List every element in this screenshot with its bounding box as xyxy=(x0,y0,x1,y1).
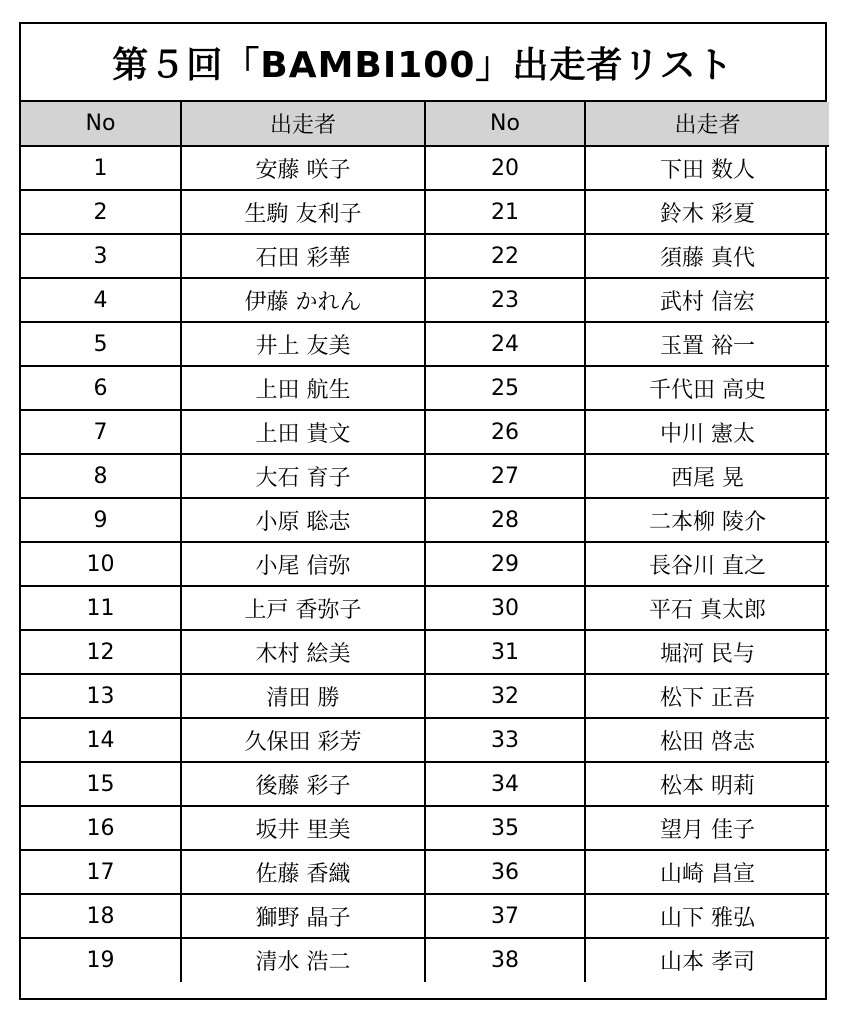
row-no-left: 3 xyxy=(21,234,181,278)
row-runner-right: 堀河 民与 xyxy=(585,630,829,674)
header-no-right: No xyxy=(425,102,585,146)
row-no-left: 12 xyxy=(21,630,181,674)
row-runner-left: 石田 彩華 xyxy=(181,234,425,278)
row-no-left: 13 xyxy=(21,674,181,718)
row-runner-left: 大石 育子 xyxy=(181,454,425,498)
row-runner-right: 松下 正吾 xyxy=(585,674,829,718)
row-no-right: 26 xyxy=(425,410,585,454)
table-row xyxy=(21,542,829,586)
table-row xyxy=(21,410,829,454)
row-runner-left: 井上 友美 xyxy=(181,322,425,366)
row-runner-left: 上田 航生 xyxy=(181,366,425,410)
row-no-right: 34 xyxy=(425,762,585,806)
table-row xyxy=(21,498,829,542)
row-runner-right: 中川 憲太 xyxy=(585,410,829,454)
row-no-right: 35 xyxy=(425,806,585,850)
row-runner-left: 後藤 彩子 xyxy=(181,762,425,806)
row-no-left: 14 xyxy=(21,718,181,762)
row-runner-right: 山崎 昌宣 xyxy=(585,850,829,894)
row-runner-right: 西尾 晃 xyxy=(585,454,829,498)
row-runner-left: 上田 貴文 xyxy=(181,410,425,454)
row-no-left: 11 xyxy=(21,586,181,630)
row-no-left: 8 xyxy=(21,454,181,498)
table-row xyxy=(21,234,829,278)
row-no-left: 18 xyxy=(21,894,181,938)
row-no-right: 20 xyxy=(425,146,585,190)
row-runner-right: 玉置 裕一 xyxy=(585,322,829,366)
row-runner-left: 生駒 友利子 xyxy=(181,190,425,234)
row-runner-right: 下田 数人 xyxy=(585,146,829,190)
table-row xyxy=(21,762,829,806)
row-no-left: 7 xyxy=(21,410,181,454)
table-row xyxy=(21,674,829,718)
row-runner-left: 獅野 晶子 xyxy=(181,894,425,938)
row-runner-left: 久保田 彩芳 xyxy=(181,718,425,762)
row-runner-left: 上戸 香弥子 xyxy=(181,586,425,630)
row-no-left: 10 xyxy=(21,542,181,586)
row-runner-left: 清田 勝 xyxy=(181,674,425,718)
row-no-right: 25 xyxy=(425,366,585,410)
table-row xyxy=(21,454,829,498)
row-no-left: 17 xyxy=(21,850,181,894)
row-no-left: 4 xyxy=(21,278,181,322)
table-row xyxy=(21,718,829,762)
table-row xyxy=(21,850,829,894)
row-runner-left: 伊藤 かれん xyxy=(181,278,425,322)
row-no-right: 22 xyxy=(425,234,585,278)
row-no-left: 6 xyxy=(21,366,181,410)
row-no-right: 37 xyxy=(425,894,585,938)
row-runner-right: 山本 孝司 xyxy=(585,938,829,982)
header-row xyxy=(21,102,829,146)
row-runner-right: 須藤 真代 xyxy=(585,234,829,278)
table-row xyxy=(21,146,829,190)
page-title: 第５回「BAMBI100」出走者リスト xyxy=(21,24,825,102)
row-runner-right: 千代田 高史 xyxy=(585,366,829,410)
roster-table xyxy=(21,102,829,982)
row-no-left: 2 xyxy=(21,190,181,234)
row-runner-right: 二本柳 陵介 xyxy=(585,498,829,542)
row-no-right: 28 xyxy=(425,498,585,542)
row-no-left: 1 xyxy=(21,146,181,190)
row-no-right: 21 xyxy=(425,190,585,234)
row-runner-right: 望月 佳子 xyxy=(585,806,829,850)
table-row xyxy=(21,806,829,850)
row-no-left: 9 xyxy=(21,498,181,542)
row-no-right: 29 xyxy=(425,542,585,586)
row-runner-left: 清水 浩二 xyxy=(181,938,425,982)
row-no-right: 38 xyxy=(425,938,585,982)
row-runner-left: 佐藤 香織 xyxy=(181,850,425,894)
row-no-right: 32 xyxy=(425,674,585,718)
row-runner-right: 武村 信宏 xyxy=(585,278,829,322)
roster-sheet xyxy=(19,22,827,1000)
header-runner-right: 出走者 xyxy=(585,102,829,146)
row-no-left: 19 xyxy=(21,938,181,982)
table-row xyxy=(21,322,829,366)
table-row xyxy=(21,630,829,674)
row-runner-left: 木村 絵美 xyxy=(181,630,425,674)
row-runner-right: 松本 明莉 xyxy=(585,762,829,806)
header-runner-left: 出走者 xyxy=(181,102,425,146)
row-no-right: 30 xyxy=(425,586,585,630)
row-no-right: 31 xyxy=(425,630,585,674)
row-runner-left: 小尾 信弥 xyxy=(181,542,425,586)
row-runner-right: 山下 雅弘 xyxy=(585,894,829,938)
row-no-right: 36 xyxy=(425,850,585,894)
row-no-left: 16 xyxy=(21,806,181,850)
table-row xyxy=(21,190,829,234)
table-row xyxy=(21,586,829,630)
table-row xyxy=(21,938,829,982)
row-no-right: 27 xyxy=(425,454,585,498)
row-no-right: 23 xyxy=(425,278,585,322)
row-runner-left: 小原 聡志 xyxy=(181,498,425,542)
row-no-right: 33 xyxy=(425,718,585,762)
row-runner-left: 坂井 里美 xyxy=(181,806,425,850)
row-runner-right: 松田 啓志 xyxy=(585,718,829,762)
row-runner-left: 安藤 咲子 xyxy=(181,146,425,190)
row-no-right: 24 xyxy=(425,322,585,366)
table-row xyxy=(21,366,829,410)
row-runner-right: 長谷川 直之 xyxy=(585,542,829,586)
header-no-left: No xyxy=(21,102,181,146)
row-runner-right: 鈴木 彩夏 xyxy=(585,190,829,234)
row-no-left: 5 xyxy=(21,322,181,366)
table-row xyxy=(21,278,829,322)
row-runner-right: 平石 真太郎 xyxy=(585,586,829,630)
table-row xyxy=(21,894,829,938)
row-no-left: 15 xyxy=(21,762,181,806)
